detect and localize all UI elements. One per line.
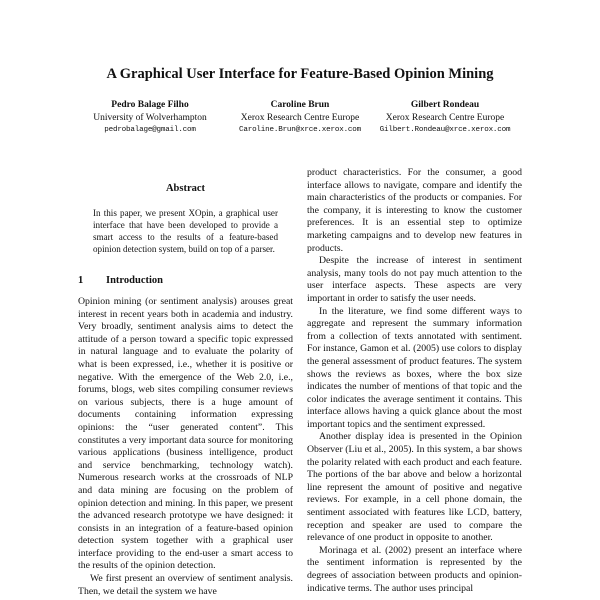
- author-name: Caroline Brun: [270, 100, 330, 110]
- author-affiliation: Xerox Research Centre Europe: [385, 112, 505, 123]
- section-title: Introduction: [106, 275, 163, 286]
- paragraph: Morinaga et al. (2002) present an interface where the sentiment information is represented by the degrees of association between products and opinion-indicative terms. The author uses principal: [307, 544, 522, 594]
- author-email: Caroline.Brun@xrce.xerox.com: [239, 126, 361, 134]
- paper-title: A Graphical User Interface for Feature-Based Opinion Mining: [106, 66, 494, 82]
- paragraph: product characteristics. For the consumer, a good interface allows to navigate, compare and identify the main characteristics of the products or companies. For the company, it is interesting to know the customer preferences. It is an essential step to optimize marketing campaigns and to develop new features in products.: [307, 167, 522, 254]
- author-name: Gilbert Rondeau: [410, 100, 480, 110]
- abstract-text: In this paper, we present XOpin, a graphical user interface that have been developed to provide a smart access to the results of a feature-based opinion detection system, build on top of a parser.: [93, 208, 278, 254]
- section-number: 1: [78, 275, 84, 286]
- author-affiliation: Xerox Research Centre Europe: [240, 112, 360, 123]
- paragraph: We first present an overview of sentiment analysis. Then, we detail the system we have: [78, 573, 293, 597]
- author-affiliation: University of Wolverhampton: [93, 112, 207, 123]
- paragraph: In the literature, we find some different ways to aggregate and represent the summary information from a collection of texts annotated with sentiment. For instance, Gamon et al. (2005) use colors to display the general assessment of product features. The system shows the reviews as boxes, where the box size indicates the number of mentions of that topic and the color indicates the average sentiment it contains. This interface allows having a quick glance about the most important topics and the sentiment expressed.: [307, 305, 522, 430]
- paragraph: Despite the increase of interest in sentiment analysis, many tools do not pay much attention to the user interface aspects. These aspects are very important in order to satisfy the user needs.: [307, 255, 522, 304]
- author-email: pedrobalage@gmail.com: [104, 126, 196, 134]
- right-column: [307, 167, 522, 595]
- author-name: Pedro Balage Filho: [111, 100, 189, 110]
- paragraph: Another display idea is presented in the Opinion Observer (Liu et al., 2005). In this system, a bar shows the polarity related with each product and each feature. The portions of the bar above and below a horizontal line represent the amount of positive and negative reviews. For example, in a cell phone domain, the sentiment associated with features like LCD, battery, reception and speaker are used to compare the relevance of one product in opposite to another.: [307, 431, 522, 544]
- section-heading: [78, 275, 163, 286]
- paragraph: Opinion mining (or sentiment analysis) arouses great interest in recent years both in academia and industry. Very broadly, sentiment analysis aims to detect the attitude of a person toward a specific topic expressed in natural language and to evaluate the polarity of what is been expressed, i.e., whether it is positive or negative. With the emergence of the Web 2.0, i.e., forums, blogs, web sites compiling consumer reviews on various subjects, there is a huge amount of documents containing information expressing opinions: the “user generated content”. This constitutes a very important data source for monitoring various applications (business intelligence, product and service benchmarking, technology watch). Numerous research works at the crossroads of NLP and data mining are focusing on the problem of opinion detection and mining. In this paper, we present the advanced research prototype we have designed: it consists in an integration of a feature-based opinion detection system together with a graphical user interface providing to the end-user a smart access to the results of the opinion detection.: [78, 296, 293, 572]
- author-email: Gilbert.Rondeau@xrce.xerox.com: [379, 126, 511, 134]
- left-column: [78, 296, 293, 598]
- author-block: [345, 99, 545, 137]
- abstract-heading: Abstract: [165, 183, 206, 194]
